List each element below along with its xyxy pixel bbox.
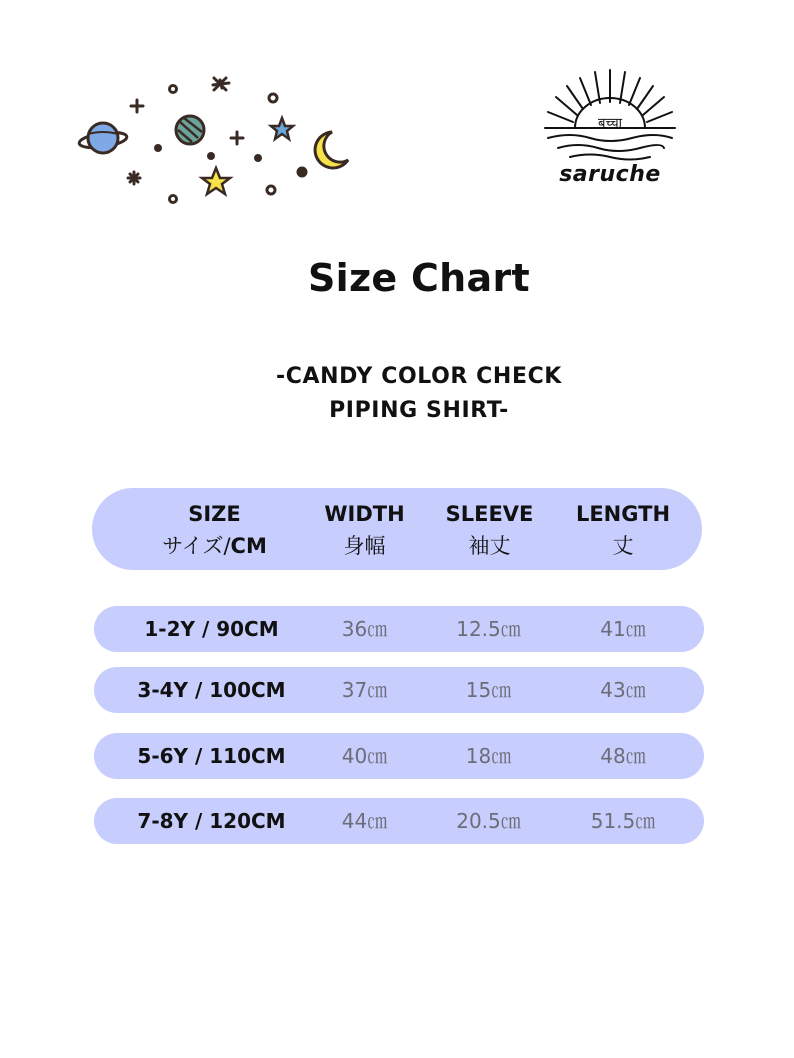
row-size: 7-8Y / 120CM (137, 809, 286, 833)
table-header (92, 488, 702, 570)
header-sleeve-jp: 袖丈 (468, 534, 511, 558)
table-row (94, 667, 704, 713)
row-size: 5-6Y / 110CM (137, 744, 286, 768)
header-width (307, 498, 422, 562)
row-length: 43㎝ (600, 678, 646, 702)
striped-planet-icon (176, 116, 204, 144)
header-width-label: WIDTH (324, 502, 405, 526)
planet-icon (78, 123, 127, 153)
row-sleeve: 18㎝ (465, 744, 512, 768)
row-sleeve: 12.5㎝ (456, 617, 521, 641)
table-row (94, 798, 704, 844)
header-sleeve-label: SLEEVE (445, 502, 534, 526)
product-name-line1: -CANDY COLOR CHECK (276, 364, 562, 389)
header-size-jp-text: サイズ/ (162, 534, 231, 558)
row-width: 36㎝ (341, 617, 388, 641)
sunrise-icon (540, 62, 680, 162)
header-size-label: SIZE (188, 502, 241, 526)
header-size-jp-unit: CM (230, 534, 267, 558)
row-width: 37㎝ (341, 678, 388, 702)
row-width: 40㎝ (341, 744, 388, 768)
logo-script-word: बच्चा (598, 116, 622, 131)
header-size (122, 498, 307, 562)
product-name (0, 360, 794, 428)
header-size-jp (122, 530, 307, 562)
row-size: 3-4Y / 100CM (137, 678, 286, 702)
header-sleeve (432, 498, 547, 562)
space-illustration (70, 60, 360, 220)
page-title: Size Chart (307, 256, 530, 300)
star-icon (271, 118, 293, 139)
row-sleeve: 20.5㎝ (456, 809, 521, 833)
yellow-star-icon (202, 168, 230, 194)
row-length: 41㎝ (600, 617, 646, 641)
header-length-label: LENGTH (575, 502, 671, 526)
row-width: 44㎝ (341, 809, 388, 833)
brand-logo (540, 62, 690, 197)
moon-icon (315, 132, 348, 168)
product-name-line2: PIPING SHIRT- (329, 398, 509, 423)
row-sleeve: 15㎝ (465, 678, 512, 702)
row-length: 48㎝ (600, 744, 646, 768)
row-size: 1-2Y / 90CM (144, 617, 279, 641)
header-length-jp: 丈 (612, 534, 634, 558)
table-row (94, 733, 704, 779)
row-length: 51.5㎝ (590, 809, 656, 833)
header-width-jp: 身幅 (343, 534, 386, 558)
header-length (562, 498, 684, 562)
logo-brand-name: saruche (559, 162, 661, 187)
table-row (94, 606, 704, 652)
